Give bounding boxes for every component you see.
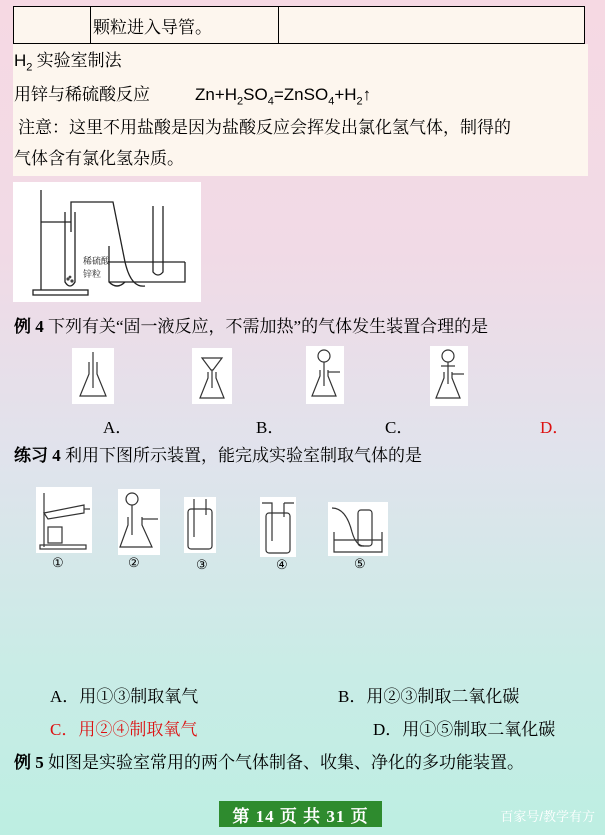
table-cell-text: 颗粒进入导管。 — [91, 7, 279, 43]
option-a-figure — [72, 348, 114, 404]
apparatus-4-figure — [260, 497, 296, 557]
apparatus-2-figure — [118, 489, 160, 555]
acid-label: 稀硫酸 — [83, 256, 111, 266]
option-b-label: B． — [256, 418, 285, 437]
hydrogen-apparatus-figure — [13, 182, 201, 302]
choice-c-answer: C．用②④制取氧气 — [50, 720, 198, 739]
watermark: 百家号/教学有方 — [500, 809, 595, 824]
choice-a: A．用①③制取氧气 — [50, 687, 199, 706]
choice-d: D．用①⑤制取二氧化碳 — [373, 720, 556, 739]
zinc-label: 锌粒 — [83, 269, 102, 279]
option-c-figure — [306, 346, 344, 404]
apparatus-3-figure — [184, 497, 216, 553]
table-cell-empty-right — [279, 7, 584, 43]
apparatus-1-label: ① — [52, 555, 64, 570]
note-line-2: 气体含有氯化氢杂质。 — [14, 149, 184, 168]
example4-question: 例 4 下列有关“固一液反应，不需加热”的气体发生装置合理的是 — [14, 317, 489, 336]
option-d-label-answer: D． — [540, 418, 570, 437]
table-row — [13, 6, 585, 44]
apparatus-5-label: ⑤ — [354, 556, 366, 571]
apparatus-3-label: ③ — [196, 557, 208, 572]
option-b-figure — [192, 348, 232, 404]
option-c-label: C． — [385, 418, 414, 437]
apparatus-5-figure — [328, 502, 388, 556]
practice4-question: 练习 4 利用下图所示装置，能完成实验室制取气体的是 — [14, 446, 422, 465]
chemical-equation: $Zn+H_2SO_4=ZnSO_4+H_2↑$ — [195, 85, 372, 108]
apparatus-1-figure — [36, 487, 92, 553]
example5-text: 例 5 如图是实验室常用的两个气体制备、收集、净化的多功能装置。 — [14, 753, 524, 772]
h2-section-title: $H_2$ 实验室制法 — [14, 51, 122, 74]
option-a-label: A． — [103, 418, 133, 437]
method-label: 用锌与稀硫酸反应 — [14, 85, 150, 104]
choice-b: B．用②③制取二氧化碳 — [338, 687, 520, 706]
option-d-figure — [430, 346, 468, 406]
apparatus-4-label: ④ — [276, 557, 288, 572]
apparatus-2-label: ② — [128, 555, 140, 570]
page-number-footer: 第 14 页 共 31 页 — [219, 801, 382, 827]
note-line-1: 注意：这里不用盐酸是因为盐酸反应会挥发出氯化氢气体，制得的 — [18, 118, 511, 137]
table-cell-empty — [14, 7, 91, 43]
